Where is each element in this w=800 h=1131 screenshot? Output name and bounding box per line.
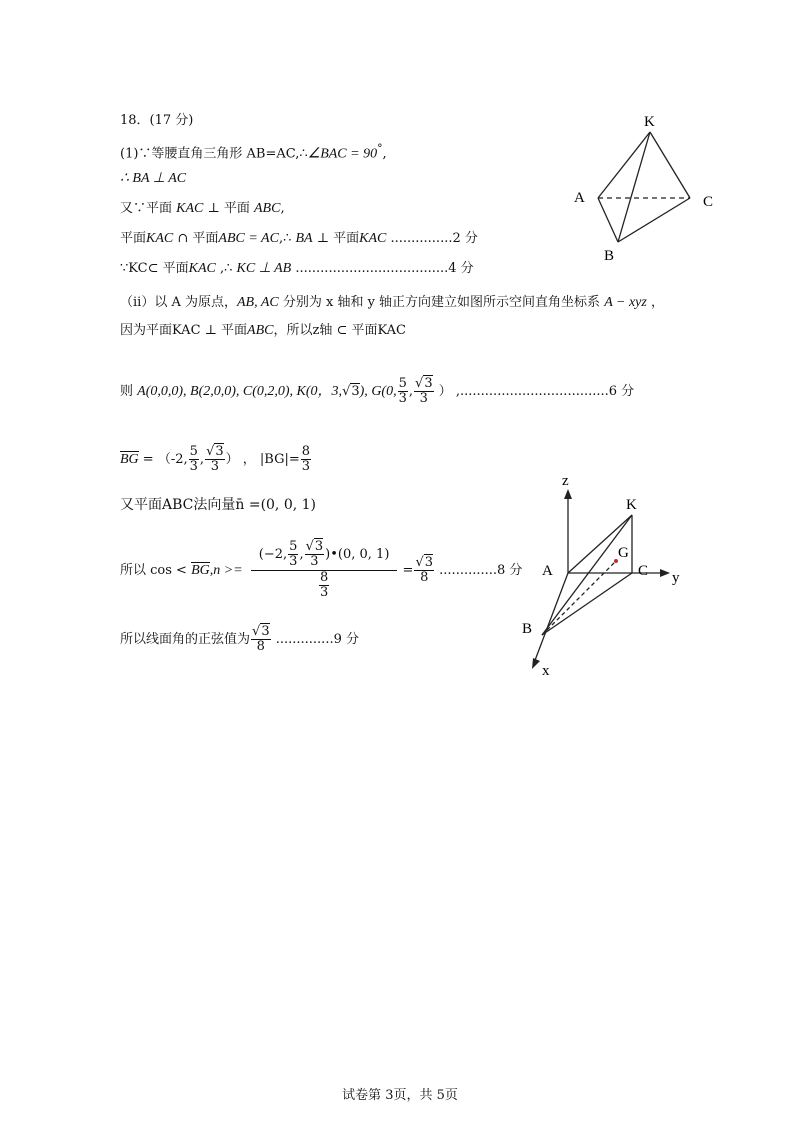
text-fragment: = （-2, (138, 452, 188, 467)
degree-mark: ° (377, 142, 383, 155)
math-fragment: ∠BAC = 90 (307, 146, 378, 162)
edge-KB (542, 515, 632, 635)
label-K: K (626, 497, 637, 513)
fraction-root3-3 (305, 540, 325, 569)
math-fragment: G(0, (367, 384, 397, 399)
setup-line-2 (120, 322, 406, 340)
text-fragment: 又∵平面 (120, 201, 177, 216)
math-fragment: A − xyz (604, 295, 647, 310)
math-fragment: ,n >= (209, 563, 243, 578)
denominator: 8 (256, 639, 265, 654)
label-C: C (703, 194, 714, 210)
sine-line (120, 622, 359, 658)
coordinates-text: A(0,0,0), B(2,0,0), C(0,2,0), K(0，3, (137, 384, 343, 399)
fraction-8-3 (301, 445, 311, 474)
text-fragment: ,∴ (215, 261, 237, 276)
x-arrow (532, 658, 540, 669)
label-G: G (618, 545, 629, 561)
numerator: 8 (301, 444, 311, 459)
denominator: 3 (301, 459, 311, 474)
numerator (205, 445, 225, 460)
math-fragment: KAC (188, 261, 216, 276)
fraction-5-3 (189, 445, 199, 474)
radicand: 3 (261, 624, 270, 639)
denominator: 3 (189, 459, 198, 474)
bg-vector-line (120, 438, 312, 478)
text-fragment: （ii）以 A 为原点， (120, 295, 237, 310)
numerator (414, 377, 434, 392)
text-fragment: ， (646, 295, 664, 310)
label-y: y (672, 570, 680, 586)
proof-line-5 (120, 260, 474, 278)
numerator: 8 (319, 570, 329, 585)
text-fragment: 平面 (120, 231, 147, 246)
text-fragment: ∩ 平面 (173, 231, 219, 246)
score-mark: 4 分 (448, 261, 474, 276)
question-heading (120, 112, 193, 130)
radicand: 3 (351, 384, 360, 399)
sqrt-sign: √ (305, 539, 314, 554)
numerator (251, 625, 271, 640)
sqrt-3 (342, 374, 360, 410)
leader-dots: .............. (271, 632, 334, 647)
leader-dots: ..................................... (291, 261, 449, 276)
math-fragment: KAC (176, 201, 204, 216)
numerator: 5 (398, 376, 407, 391)
coordinate-figure (520, 465, 710, 685)
score-mark: 2 分 (452, 231, 478, 246)
text-fragment: )•(0, 0, 1) (325, 547, 390, 562)
text-fragment: ⊥ 平面 (203, 201, 254, 216)
x-axis (534, 573, 568, 663)
text-fragment: 则 (120, 384, 138, 399)
leader-dots: ,.................................... (451, 384, 609, 399)
text-fragment: ） ， |BG|= (225, 452, 300, 467)
segment-BG-hidden (542, 561, 616, 635)
label-K: K (644, 114, 655, 130)
label-x: x (542, 663, 550, 679)
denominator: 3 (398, 391, 407, 406)
text-fragment: = (402, 563, 414, 578)
text-fragment: ） (434, 384, 452, 399)
text-fragment: (−2, (258, 547, 288, 562)
label-B: B (522, 621, 533, 637)
numerator: 5 (289, 539, 298, 554)
text-fragment: ,∴ (278, 231, 296, 246)
fraction-root3-8 (414, 556, 434, 585)
denominator: 3 (310, 554, 319, 569)
edge-AK (568, 515, 632, 573)
fraction-5-3 (398, 377, 408, 406)
text-fragment: ⊥ 平面 (312, 231, 360, 246)
denominator: 3 (419, 391, 428, 406)
math-fragment: ), (359, 384, 368, 399)
edge-BC (542, 573, 632, 635)
radicand: 3 (424, 555, 434, 570)
text-fragment: 分别为 x 轴和 y 轴正方向建立如图所示空间直角坐标系 (278, 295, 605, 310)
vector-bg: BG (191, 563, 210, 578)
comma: , (199, 452, 205, 467)
edge-KC (650, 132, 690, 198)
text-fragment: (1)∵等腰直角三角形 AB=AC,∴ (120, 146, 308, 162)
denominator: 3 (319, 585, 329, 600)
math-fragment: KC ⊥ AB (236, 261, 292, 276)
sqrt-sign: √ (342, 384, 351, 399)
denominator: 3 (210, 459, 219, 474)
sqrt-sign: √ (415, 376, 424, 391)
fraction-8-3 (319, 571, 329, 600)
text-fragment: ∵KC⊂ 平面 (120, 261, 189, 276)
text-fragment: , (382, 146, 387, 162)
proof-line-3 (120, 200, 285, 218)
proof-line-4 (120, 230, 478, 248)
math-fragment: ABC (247, 323, 274, 338)
denominator: 8 (420, 570, 429, 585)
page-footer: 试卷第 3页，共 5页 (342, 1088, 458, 1103)
label-C: C (638, 563, 649, 579)
proof-line-1 (120, 140, 387, 163)
sqrt-sign: √ (415, 555, 424, 570)
text-fragment: 所以 cos < (120, 563, 192, 578)
text-fragment: 所以线面角的正弦值为 (120, 632, 251, 647)
radicand: 3 (314, 539, 324, 554)
math-fragment: KAC (359, 231, 387, 246)
math-fragment: ABC (254, 201, 281, 216)
math-fragment: ABC = AC (218, 231, 279, 246)
cos-line (120, 540, 522, 601)
setup-line-1 (120, 294, 664, 312)
cos-numerator (251, 540, 398, 571)
radicand: 3 (215, 444, 224, 459)
fraction-root3-3 (205, 445, 225, 474)
math-fragment: AB, AC (236, 295, 279, 310)
cos-denominator (251, 571, 398, 601)
label-z: z (562, 473, 569, 489)
edge-AB (598, 198, 618, 242)
question-score: (17 分) (149, 113, 194, 128)
text-fragment: , (280, 201, 285, 216)
vector-label: BG (120, 452, 139, 467)
fraction-root3-8 (251, 625, 271, 654)
text-fragment: ，所以z轴 ⊂ 平面KAC (273, 323, 406, 338)
proof-line-2: ∴ BA ⊥ AC (120, 171, 187, 186)
numerator (305, 540, 325, 555)
vector-bg (120, 438, 139, 478)
z-arrow (564, 489, 572, 499)
numerator (414, 556, 434, 571)
cos-fraction (251, 540, 398, 601)
leader-dots: ............... (386, 231, 453, 246)
math-fragment: KAC (146, 231, 174, 246)
radicand: 3 (424, 376, 433, 391)
denominator: 3 (289, 554, 298, 569)
numerator: 5 (189, 444, 198, 459)
score-mark: 6 分 (608, 384, 635, 399)
text-fragment: 因为平面KAC ⊥ 平面 (120, 323, 248, 338)
label-B: B (604, 248, 615, 264)
label-A: A (574, 190, 585, 206)
label-A: A (542, 563, 553, 579)
score-mark: 9 分 (333, 632, 359, 647)
leader-dots: .............. (435, 563, 498, 578)
sqrt-sign: √ (206, 444, 215, 459)
sqrt-sign: √ (252, 624, 261, 639)
coordinates-line (120, 374, 634, 410)
question-number: 18． (120, 113, 150, 128)
comma: , (408, 384, 414, 399)
normal-vector-line: 又平面ABC法向量n̄ =(0, 0, 1) (120, 497, 317, 513)
math-fragment: BA (295, 231, 313, 246)
y-arrow (660, 569, 670, 577)
edge-KA (598, 132, 650, 198)
comma: , (299, 547, 304, 562)
tetrahedron-figure (560, 110, 730, 270)
fraction-5-3 (288, 540, 298, 569)
fraction-root3-3 (414, 377, 434, 406)
score-mark: 8 分 (497, 563, 523, 578)
